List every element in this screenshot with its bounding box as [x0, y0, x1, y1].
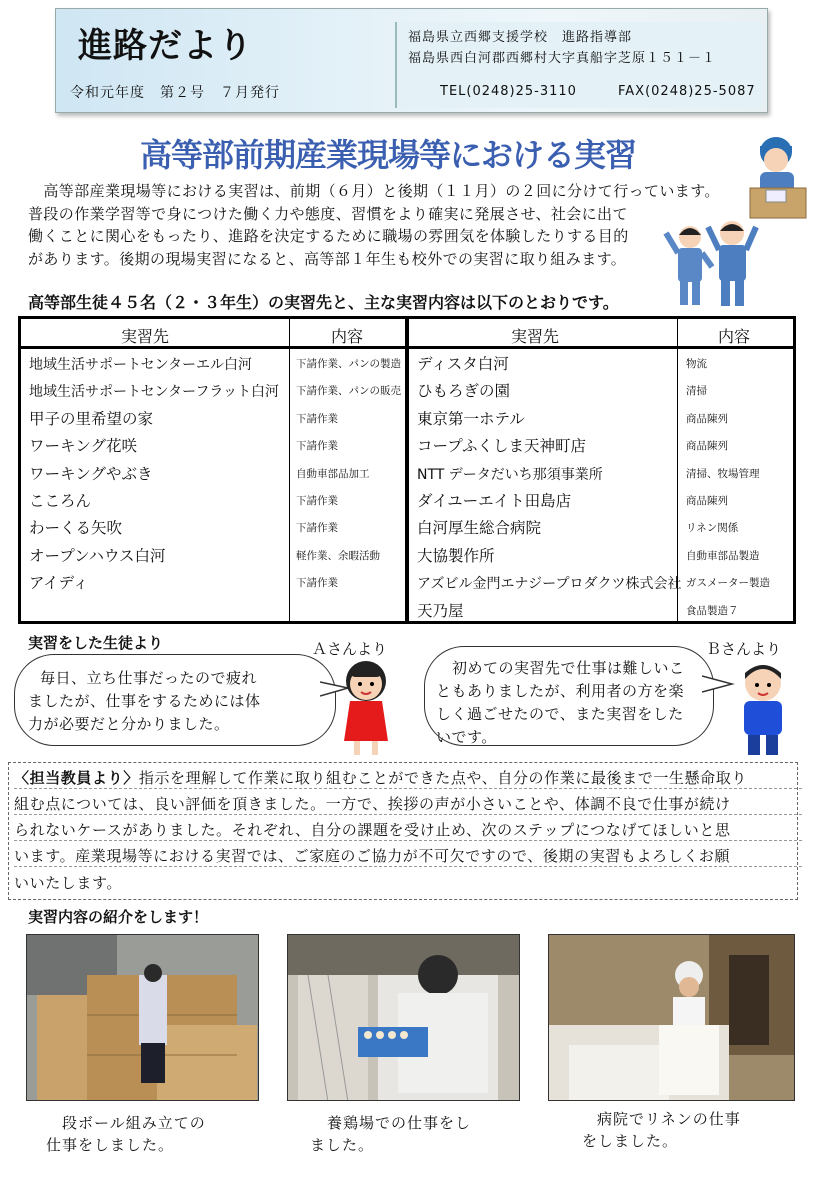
caption-3-line-2: をしました。 [582, 1132, 679, 1150]
col-header-content-right: 内容 [718, 327, 751, 346]
right-row-content: 食品製造７ [686, 604, 739, 617]
left-row-content: 下請作業 [296, 495, 338, 507]
left-row-place: 地域生活サポートセンターフラット白河 [29, 384, 280, 401]
left-row-content: 軽作業、余暇活動 [296, 549, 380, 562]
left-row-place: ワーキング花咲 [29, 437, 138, 456]
col-header-content-left: 内容 [331, 327, 364, 346]
caption-3-line-1: 病院でリネンの仕事 [597, 1110, 741, 1128]
student-b-line-2: ともありましたが、利用者の方を楽 [436, 682, 685, 700]
photo-cardboard-assembly [26, 934, 259, 1101]
student-a-line-2: ましたが、仕事をするためには体 [28, 692, 261, 710]
col-header-place-left: 実習先 [121, 327, 170, 346]
student-b-line-3: しく過ごせたので、また実習をした [436, 705, 684, 723]
student-a-label: Ａさんより [312, 640, 388, 658]
right-row-content: 清掃 [686, 385, 707, 398]
boy-student-illustration [736, 657, 790, 757]
left-row-place: ワーキングやぶき [29, 464, 153, 483]
issue-info: 令和元年度 第２号 ７月発行 [70, 85, 280, 101]
right-row-content: 清掃、牧場管理 [686, 467, 760, 480]
caption-1-line-2: 仕事をしました。 [46, 1136, 175, 1154]
right-row-content: 商品陳列 [686, 412, 728, 425]
teacher-line-3: られないケースがありました。それぞれ、自分の課題を受け止め、次のステップにつなげてほしいと思 [14, 821, 731, 839]
col-header-place-right: 実習先 [511, 327, 560, 346]
left-row-content: 下請作業 [296, 577, 338, 590]
speech-bubble-b-tail [702, 672, 736, 696]
right-row-place: 天乃屋 [417, 601, 464, 620]
intro-line-1: 高等部産業現場等における実習は、前期（６月）と後期（１１月）の２回に分けて行っています。 [28, 182, 720, 200]
table-heading: 高等部生徒４５名（２・３年生）の実習先と、主な実習内容は以下のとおりです。 [28, 293, 619, 312]
right-row-place: ダイユーエイト田島店 [417, 492, 572, 510]
photos-heading: 実習内容の紹介をします！ [28, 908, 209, 926]
teacher-line-5: いいたします。 [14, 874, 123, 892]
teacher-line-1: 〈担当教員より〉指示を理解して作業に取り組むことができた点や、自分の作業に最後まで一生懸命取り [14, 769, 747, 787]
two-workers-cheering-illustration [660, 215, 760, 310]
intro-line-3: 働くことに関心をもったり、進路を決定するために職場の雰囲気を体験したりする目的 [28, 227, 629, 245]
left-row-place: わーくる矢吹 [29, 519, 123, 538]
intro-line-2: 普段の作業学習等で身につけた働く力や態度、習慣をより確実に発展させ、社会に出て [28, 205, 628, 223]
teacher-line-2: 組む点については、良い評価を頂きました。一方で、挨拶の声が小さいことや、体調不良で仕事が続け [14, 795, 731, 813]
left-row-content: 下請作業、パンの製造 [296, 358, 401, 370]
left-row-place: 地域生活サポートセンターエル白河 [29, 357, 253, 373]
student-b-line-1: 初めての実習先で仕事は難しいこ [452, 659, 685, 677]
right-row-content: 自動車部品製造 [686, 549, 760, 562]
right-row-place: ひもろぎの園 [417, 382, 511, 401]
right-row-place: 東京第一ホテル [417, 409, 525, 428]
student-a-line-3: 力が必要だと分かりました。 [28, 715, 230, 733]
worker-carrying-box-illustration [746, 130, 810, 222]
student-b-line-4: いです。 [436, 728, 497, 746]
article-heading: 高等部前期産業現場等における実習 [140, 136, 637, 174]
right-row-content: ガスメーター製造 [686, 577, 770, 590]
school-address: 福島県西白河郡西郷村大字真船字芝原１５１－１ [408, 51, 717, 66]
left-row-place: オープンハウス白河 [29, 546, 166, 565]
right-row-content: 商品陳列 [686, 440, 728, 453]
right-row-place: ディスタ白河 [417, 355, 509, 373]
right-row-content: 物流 [686, 358, 707, 370]
right-row-place: 大協製作所 [417, 546, 495, 565]
right-row-place: NTT データだいち那須事業所 [417, 466, 603, 483]
placement-table [18, 316, 796, 624]
left-row-content: 下請作業 [296, 412, 338, 425]
left-row-content: 下請作業 [296, 440, 338, 453]
left-row-place: 甲子の里希望の家 [29, 409, 154, 428]
right-row-content: リネン関係 [686, 522, 739, 535]
left-row-content: 自動車部品加工 [296, 467, 370, 480]
school-fax: FAX(0248)25-5087 [618, 84, 756, 99]
student-b-label: Ｂさんより [706, 640, 782, 658]
left-row-content: 下請作業 [296, 522, 338, 535]
left-row-content: 下請作業、パンの販売 [296, 385, 401, 398]
teacher-line-4: います。産業現場等における実習では、ご家庭のご協力が不可欠ですので、後期の実習もよろしくお願 [14, 847, 731, 865]
left-row-place: アイディ [29, 574, 89, 593]
girl-student-illustration [340, 657, 392, 757]
teacher-label: 〈担当教員より〉 [14, 769, 139, 787]
right-row-content: 商品陳列 [686, 495, 728, 507]
caption-1-line-1: 段ボール組み立ての [62, 1114, 206, 1132]
left-row-place: こころん [29, 492, 92, 510]
right-row-place: コープふくしま天神町店 [417, 437, 586, 456]
students-heading: 実習をした生徒より [28, 634, 164, 652]
caption-2-line-1: 養鶏場での仕事をし [327, 1114, 472, 1132]
school-name: 福島県立西郷支援学校 進路指導部 [408, 30, 633, 45]
student-a-line-1: 毎日、立ち仕事だったので疲れ [40, 669, 258, 687]
caption-2-line-2: ました。 [310, 1136, 375, 1154]
newsletter-title: 進路だより [78, 26, 253, 66]
intro-line-4: があります。後期の現場実習になると、高等部１年生も校外での実習に取り組みます。 [28, 250, 627, 268]
right-row-place: アズビル金門エナジープロダクツ株式会社 [417, 576, 682, 593]
right-row-place: 白河厚生総合病院 [417, 519, 542, 538]
school-tel: TEL(0248)25-3110 [440, 84, 577, 99]
photo-hospital-linen [548, 934, 795, 1101]
photo-poultry-farm [287, 934, 520, 1101]
